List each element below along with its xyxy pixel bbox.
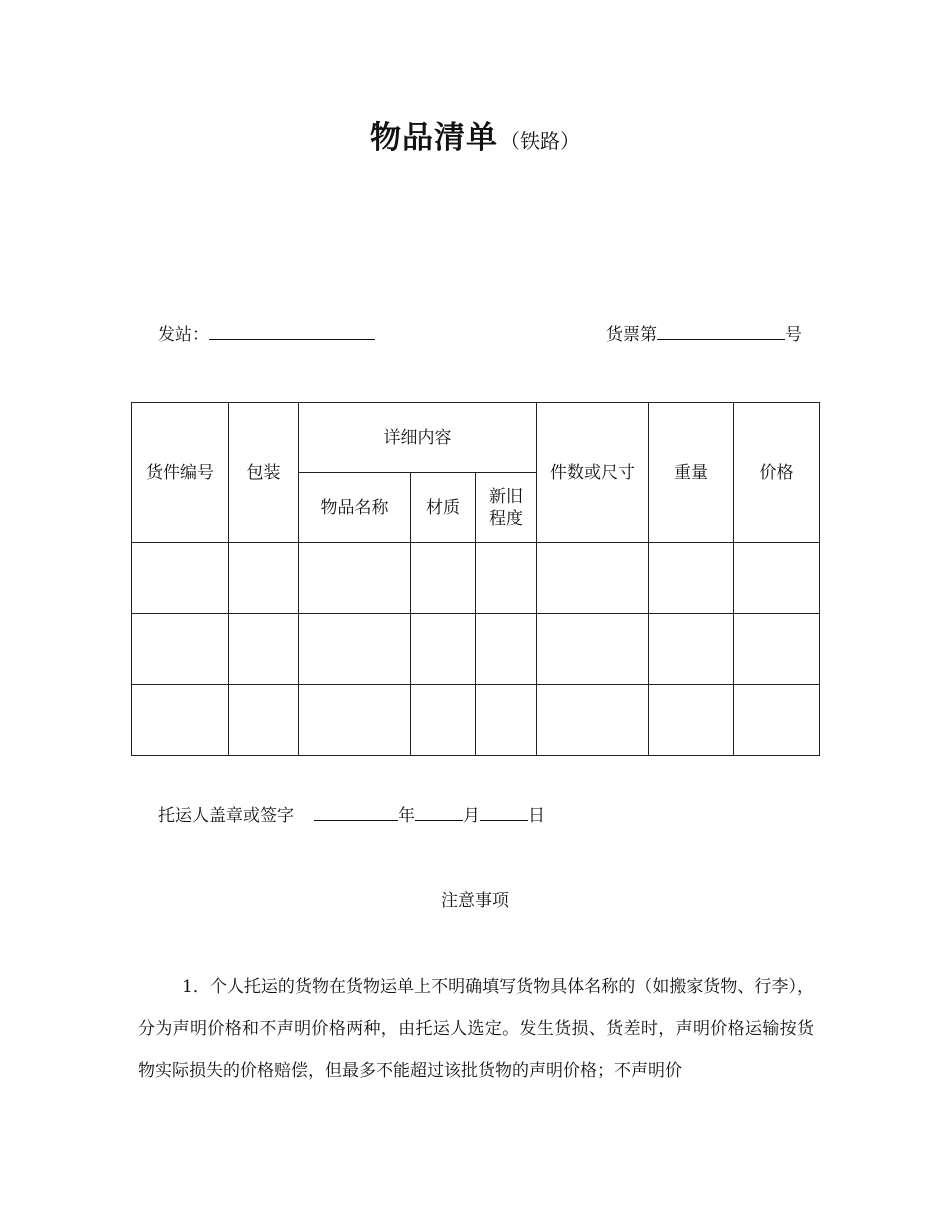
table-cell[interactable] xyxy=(649,543,734,614)
header-price: 价格 xyxy=(734,403,820,543)
table-row xyxy=(132,543,820,614)
station-label: 发站： xyxy=(158,325,209,345)
header-packing: 包装 xyxy=(229,403,299,543)
table-cell[interactable] xyxy=(229,685,299,756)
table-cell[interactable] xyxy=(537,685,649,756)
notice-title: 注意事项 xyxy=(441,891,509,911)
header-count-size: 件数或尺寸 xyxy=(537,403,649,543)
signature-label: 托运人盖章或签字 xyxy=(158,806,294,826)
header-condition-line1: 新旧 xyxy=(489,486,523,507)
table-cell[interactable] xyxy=(734,543,820,614)
table-cell[interactable] xyxy=(537,614,649,685)
ticket-prefix: 货票第 xyxy=(606,325,657,345)
table-cell[interactable] xyxy=(411,685,476,756)
table-cell[interactable] xyxy=(734,685,820,756)
title-sub: （铁路） xyxy=(500,129,580,153)
table-row xyxy=(132,685,820,756)
station-field xyxy=(158,320,375,345)
table-cell[interactable] xyxy=(649,685,734,756)
table-cell[interactable] xyxy=(476,543,537,614)
table-cell[interactable] xyxy=(299,685,411,756)
year-blank[interactable] xyxy=(314,802,398,821)
table-cell[interactable] xyxy=(132,543,229,614)
header-details: 详细内容 xyxy=(299,403,537,473)
table-cell[interactable] xyxy=(299,543,411,614)
ticket-suffix: 号 xyxy=(785,325,802,345)
table-cell[interactable] xyxy=(537,543,649,614)
notice-paragraph-1: 1．个人托运的货物在货物运单上不明确填写货物具体名称的（如搬家货物、行李），分为声明价格和不声明价格两种，由托运人选定。发生货损、货差时，声明价格运输按货物实际损失的价格赔偿，但最多不能超过该批货物的声明价格；不声明价 xyxy=(138,977,814,1081)
year-label: 年 xyxy=(398,806,415,826)
table-row xyxy=(132,614,820,685)
header-condition xyxy=(476,473,537,543)
ticket-number-field xyxy=(606,320,802,345)
table-cell[interactable] xyxy=(734,614,820,685)
ticket-number-blank[interactable] xyxy=(657,321,785,340)
table-cell[interactable] xyxy=(649,614,734,685)
header-item-name: 物品名称 xyxy=(299,473,411,543)
header-condition-line2: 程度 xyxy=(489,508,523,529)
month-label: 月 xyxy=(463,806,480,826)
table-cell[interactable] xyxy=(476,685,537,756)
table-cell[interactable] xyxy=(132,685,229,756)
table-cell[interactable] xyxy=(299,614,411,685)
header-weight: 重量 xyxy=(649,403,734,543)
header-row-1 xyxy=(132,403,820,473)
document-title xyxy=(0,112,950,157)
day-blank[interactable] xyxy=(480,802,528,821)
table-cell[interactable] xyxy=(229,614,299,685)
title-main: 物品清单 xyxy=(370,120,498,156)
header-material: 材质 xyxy=(411,473,476,543)
goods-table xyxy=(131,402,820,756)
signature-line xyxy=(158,801,545,826)
table-cell[interactable] xyxy=(411,543,476,614)
header-item-no: 货件编号 xyxy=(132,403,229,543)
month-blank[interactable] xyxy=(415,802,463,821)
station-blank[interactable] xyxy=(209,321,375,340)
table-cell[interactable] xyxy=(411,614,476,685)
day-label: 日 xyxy=(528,806,545,826)
table-cell[interactable] xyxy=(132,614,229,685)
table-cell[interactable] xyxy=(229,543,299,614)
table-cell[interactable] xyxy=(476,614,537,685)
